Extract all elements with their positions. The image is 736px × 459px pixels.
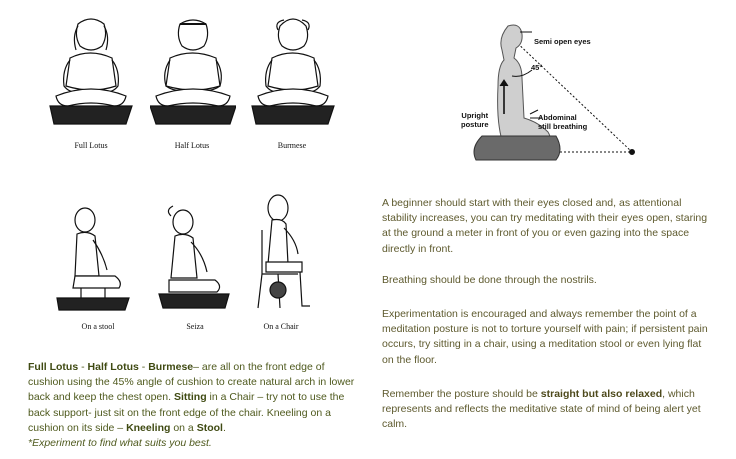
chair-figure [248, 190, 318, 312]
relaxed-posture-paragraph: Remember the posture should be straight but also relaxed, which represents and reflects the meditative state of mind of being alert yet calm. [382, 388, 701, 431]
half-lotus-term: Half Lotus [87, 361, 139, 373]
full-lotus-figure [48, 14, 134, 134]
full-lotus-term: Full Lotus [28, 361, 79, 373]
label-upright-posture: Upright posture [461, 111, 489, 129]
burmese-figure [250, 14, 336, 134]
chair-caption: On a Chair [263, 322, 299, 331]
straight-relaxed-emphasis: straight but also relaxed [540, 388, 663, 400]
eyes-paragraph: A beginner should start with their eyes closed and, as attentional stability increases, you can try meditating with their eyes open, staring at the ground a meter in front of you or even gazing into the space directly in front. [382, 197, 708, 255]
half-lotus-caption: Half Lotus [174, 141, 210, 150]
label-semi-open-eyes: Semi open eyes [534, 37, 591, 46]
label-45-degrees: 45° [531, 63, 543, 72]
kneeling-term: Kneeling [126, 421, 171, 434]
seiza-caption: Seiza [186, 322, 204, 331]
stool-caption: On a stool [81, 322, 115, 331]
experiment-note: *Experiment to find what suits you best. [28, 437, 212, 450]
seiza-figure [155, 202, 235, 312]
half-lotus-figure [150, 14, 236, 134]
burmese-caption: Burmese [277, 141, 307, 150]
posture-description: Full Lotus - Half Lotus - Burmese– are all on the front edge of cushion using the 45% angle of cushion to create natural arch in lower back and keep the chest open. Sitting in a Chair – try not to use the back support- just sit on the front edge of the chair. Kneeling on a cushion on its side – Kneeling on a Stool. *Experiment to find what suits you best. [28, 360, 360, 451]
full-lotus-caption: Full Lotus [74, 141, 108, 150]
stool-figure [55, 200, 135, 312]
experimentation-paragraph: Experimentation is encouraged and always remember the point of a meditation posture is not to torture yourself with pain; if persistent pain occurs, try sitting in a chair, using a meditation stool or even lying flat on the floor. [382, 308, 708, 366]
stool-term: Stool [196, 421, 223, 434]
sitting-term: Sitting [173, 391, 207, 404]
breathing-paragraph: Breathing should be done through the nostrils. [382, 274, 597, 286]
burmese-term: Burmese [148, 361, 194, 373]
label-abdominal-breathing: Abdominal still breathing [538, 113, 588, 131]
